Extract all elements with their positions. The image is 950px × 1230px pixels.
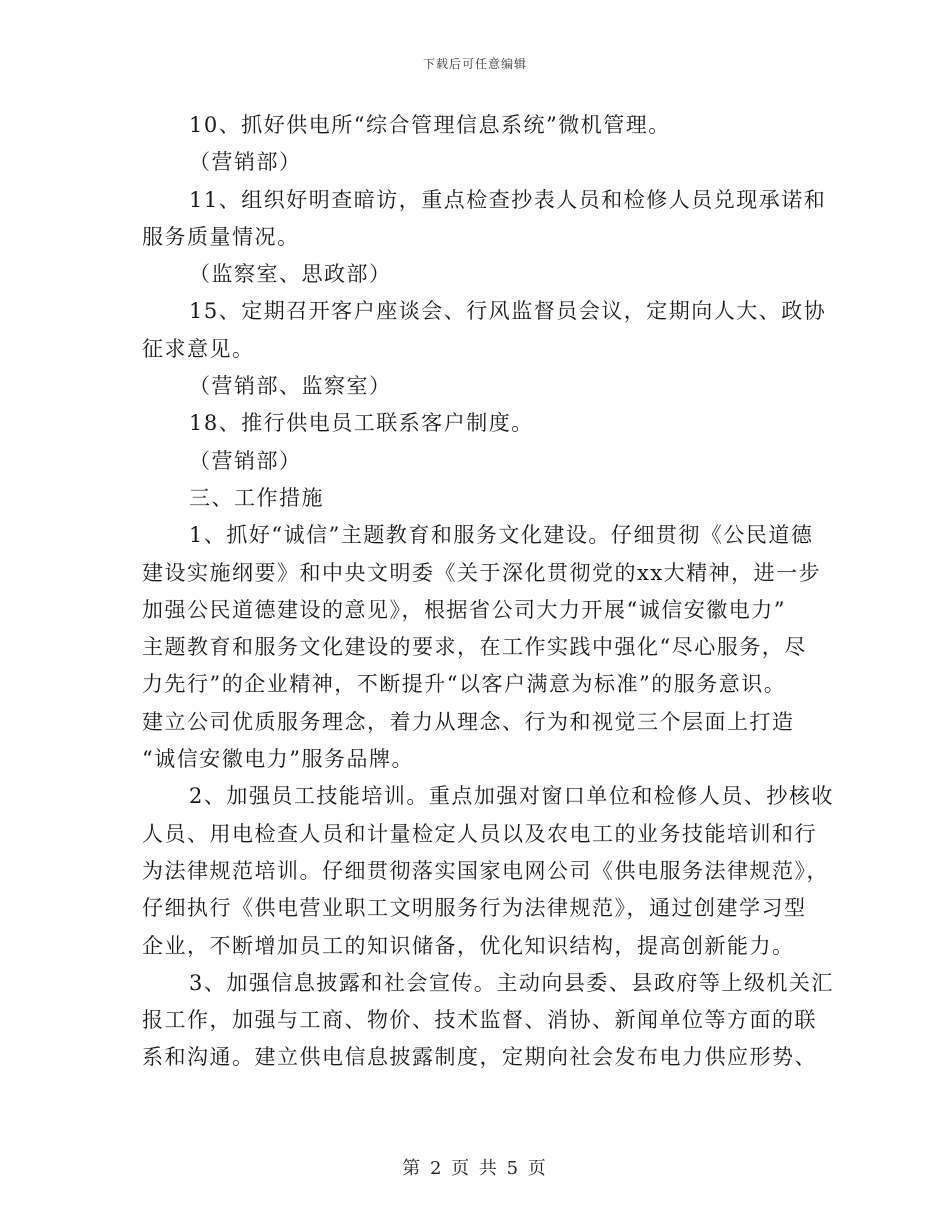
text-line: 建立公司优质服务理念，着力从理念、行为和视觉三个层面上打造: [142, 709, 795, 734]
text-line: （监察室、思政部）: [189, 262, 392, 287]
text-line: 18、推行供电员工联系客户制度。: [189, 411, 534, 436]
text-line: 3、加强信息披露和社会宣传。主动向县委、县政府等上级机关汇: [189, 970, 834, 995]
text-line: （营销部、监察室）: [189, 374, 392, 399]
text-line: 企业，不断增加员工的知识储备，优化知识结构，提高创新能力。: [142, 933, 795, 958]
text-line: 报工作，加强与工商、物价、技术监督、消协、新闻单位等方面的联: [142, 1008, 817, 1033]
text-line: 建设实施纲要》和中央文明委《关于深化贯彻党的xx大精神，进一步: [142, 560, 822, 585]
document-body: [142, 107, 834, 1077]
text-line: 加强公民道德建设的意见》，根据省公司大力开展“诚信安徽电力”: [142, 597, 786, 622]
section-heading: 三、工作措施: [189, 485, 324, 510]
text-line: 2、加强员工技能培训。重点加强对窗口单位和检修人员、抄核收: [189, 784, 834, 809]
text-line: 服务质量情况。: [142, 224, 300, 249]
text-line: 为法律规范培训。仔细贯彻落实国家电网公司《供电服务法律规范》，: [142, 858, 829, 883]
page-number: 第 2 页 共 5 页: [402, 1158, 548, 1179]
text-line: 主题教育和服务文化建设的要求，在工作实践中强化“尽心服务，尽: [142, 635, 807, 660]
text-line: （营销部）: [189, 448, 302, 473]
text-line: “诚信安徽电力”服务品牌。: [142, 747, 414, 772]
text-line: 10、抓好供电所“综合管理信息系统”微机管理。: [189, 113, 671, 137]
text-line: 征求意见。: [142, 336, 255, 361]
text-line: 11、组织好明查暗访，重点检查抄表人员和检修人员兑现承诺和: [189, 187, 827, 212]
text-line: 系和沟通。建立供电信息披露制度，定期向社会发布电力供应形势、: [142, 1045, 817, 1070]
header-note: 下载后可任意编辑: [422, 57, 527, 71]
text-line: （营销部）: [189, 150, 302, 175]
text-line: 15、定期召开客户座谈会、行风监督员会议，定期向人大、政协: [189, 299, 827, 324]
text-line: 人员、用电检查人员和计量检定人员以及农电工的业务技能培训和行: [142, 821, 817, 846]
text-line: 力先行”的企业精神，不断提升“以客户满意为标准”的服务意识。: [142, 672, 787, 697]
text-line: 1、抓好“诚信”主题教育和服务文化建设。仔细贯彻《公民道德: [189, 523, 814, 548]
text-line: 仔细执行《供电营业职工文明服务行为法律规范》，通过创建学习型: [142, 896, 807, 921]
